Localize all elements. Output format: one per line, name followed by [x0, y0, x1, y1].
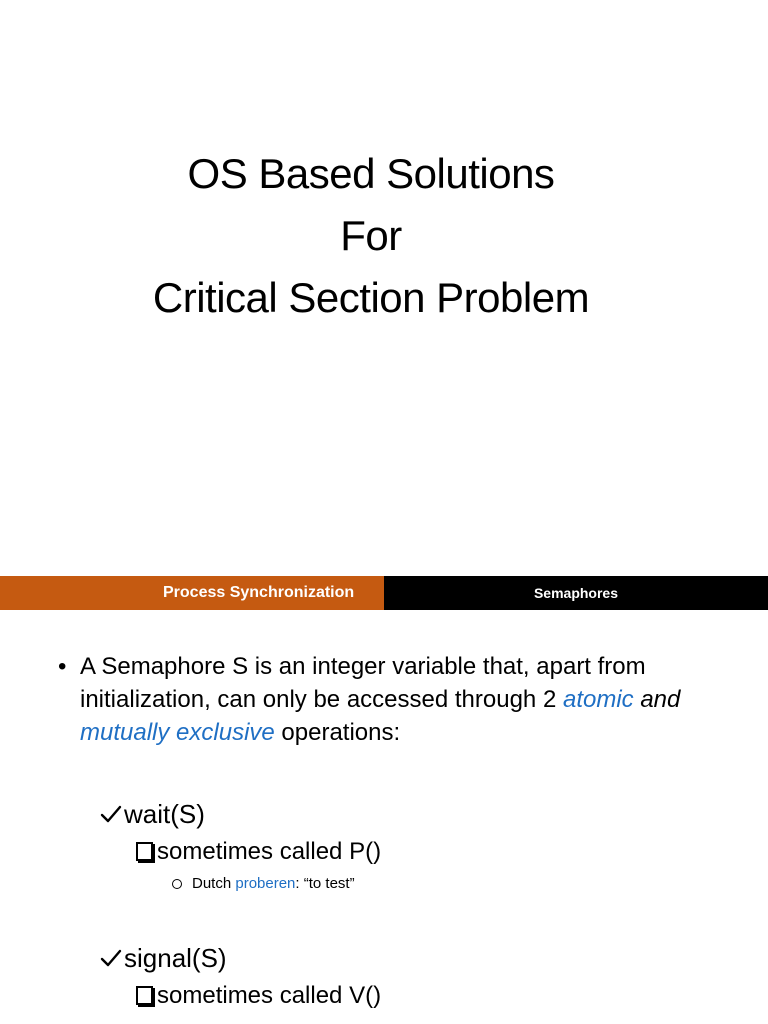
title-line-2: For — [340, 212, 402, 259]
box-bullet-icon — [136, 986, 153, 1005]
etymology-suffix: : “to test” — [295, 875, 355, 892]
operation-signal-alias — [136, 981, 381, 1011]
operation-wait-label: wait(S) — [124, 799, 205, 829]
semaphores-slide — [0, 576, 768, 1024]
operation-wait-alias-label: sometimes called P() — [157, 838, 382, 865]
conjunction-and: and — [633, 686, 681, 713]
header-section-label: Process Synchronization — [0, 576, 384, 610]
header-topic-label: Semaphores — [384, 576, 768, 610]
operation-signal — [100, 942, 227, 974]
operation-signal-label: signal(S) — [124, 943, 227, 973]
slide-title — [0, 143, 742, 329]
box-bullet-icon — [136, 842, 153, 861]
definition-text-1: A Semaphore S is an integer variable that, apart from initialization, can only be accessed through 2 — [80, 653, 646, 713]
term-atomic: atomic — [562, 686, 634, 713]
checkmark-icon — [100, 803, 122, 825]
bullet-dot: • — [58, 653, 67, 680]
operation-wait — [100, 798, 205, 830]
etymology-prefix: Dutch — [192, 875, 232, 892]
bullet-text — [80, 650, 738, 749]
slide-header-bar — [0, 576, 768, 610]
checkmark-icon — [100, 947, 122, 969]
semaphore-definition-bullet — [58, 650, 738, 749]
operation-signal-alias-label: sometimes called V() — [157, 982, 382, 1009]
title-line-1: OS Based Solutions — [187, 150, 555, 197]
term-mutually-exclusive: mutually exclusive — [80, 719, 275, 746]
title-line-3: Critical Section Problem — [152, 274, 590, 321]
etymology-word: proberen — [235, 875, 296, 892]
operation-wait-alias — [136, 837, 381, 867]
definition-text-2: operations: — [274, 719, 401, 746]
operation-wait-etymology — [172, 874, 355, 894]
circle-bullet-icon — [172, 879, 182, 889]
